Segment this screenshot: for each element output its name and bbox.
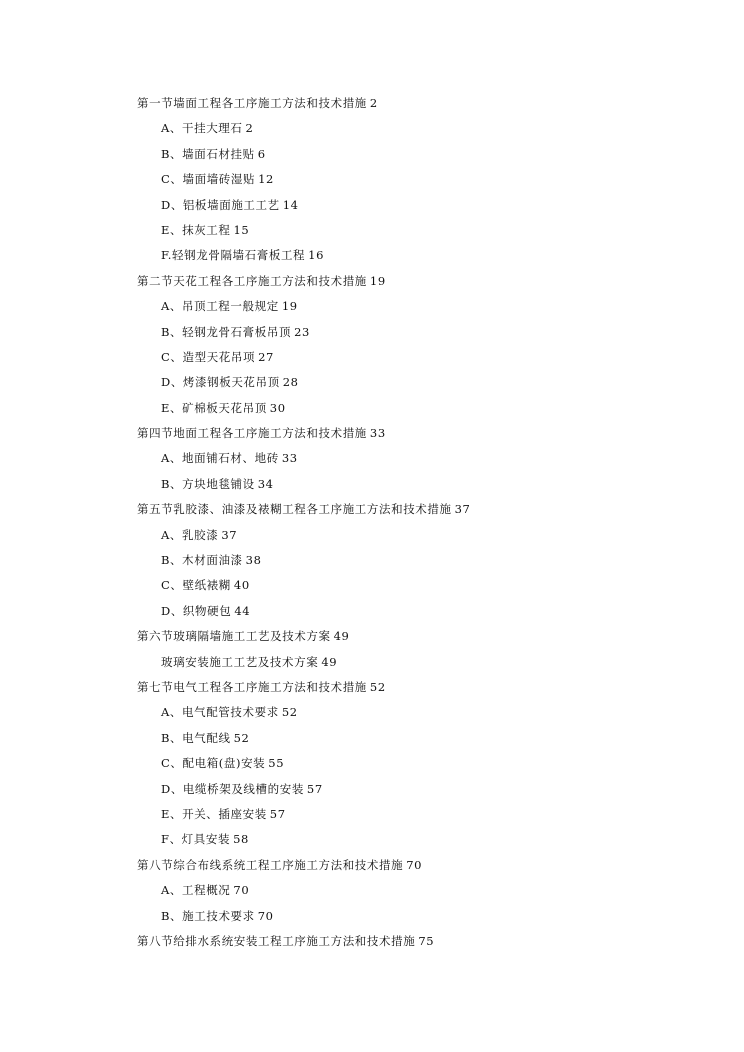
toc-entry-title: B、电气配线 xyxy=(161,730,231,745)
toc-item-entry[interactable] xyxy=(0,320,744,345)
toc-page-number: 14 xyxy=(282,197,299,212)
table-of-contents xyxy=(0,91,744,954)
toc-entry-title: E、开关、插座安装 xyxy=(161,806,267,821)
toc-page-number: 33 xyxy=(281,451,298,466)
toc-item-entry[interactable] xyxy=(0,396,744,421)
toc-page-number: 70 xyxy=(406,857,423,872)
toc-page-number: 52 xyxy=(233,730,250,745)
toc-item-entry[interactable] xyxy=(0,827,744,852)
toc-page-number: 28 xyxy=(282,375,299,390)
toc-entry-title: 第八节综合布线系统工程工序施工方法和技术措施 xyxy=(137,857,404,872)
toc-entry-title: 第六节玻璃隔墙施工工艺及技术方案 xyxy=(137,629,331,644)
toc-entry-title: A、电气配管技术要求 xyxy=(161,705,279,720)
toc-page-number: 37 xyxy=(221,527,238,542)
toc-entry-title: C、配电箱(盘)安装 xyxy=(161,756,266,771)
toc-entry-title: C、造型天花吊项 xyxy=(161,349,256,364)
toc-entry-title: A、吊顶工程一般规定 xyxy=(161,299,279,314)
toc-item-entry[interactable] xyxy=(0,726,744,751)
toc-item-entry[interactable] xyxy=(0,548,744,573)
toc-entry-title: F、灯具安装 xyxy=(161,832,231,847)
toc-entry-title: D、铝板墙面施工工艺 xyxy=(161,197,280,212)
toc-page-number: 57 xyxy=(306,781,323,796)
toc-page-number: 12 xyxy=(258,172,274,187)
toc-entry-title: D、织物硬包 xyxy=(161,603,232,618)
toc-entry-title: D、电缆桥架及线槽的安装 xyxy=(161,781,304,796)
toc-section-entry[interactable] xyxy=(0,91,744,116)
toc-item-entry[interactable] xyxy=(0,523,744,548)
toc-page-number: 75 xyxy=(418,933,435,948)
toc-entry-title: 第五节乳胶漆、油漆及裱糊工程各工序施工方法和技术措施 xyxy=(137,502,452,517)
toc-section-entry[interactable] xyxy=(0,929,744,954)
toc-section-entry[interactable] xyxy=(0,497,744,522)
toc-entry-title: A、地面铺石材、地砖 xyxy=(161,451,279,466)
toc-entry-title: D、烤漆钢板天花吊顶 xyxy=(161,375,280,390)
toc-entry-title: C、壁纸裱糊 xyxy=(161,578,231,593)
toc-page-number: 55 xyxy=(268,756,285,771)
toc-entry-title: A、乳胶漆 xyxy=(161,527,219,542)
toc-entry-title: 玻璃安装施工工艺及技术方案 xyxy=(161,654,319,669)
toc-item-entry[interactable] xyxy=(0,700,744,725)
toc-page-number: 57 xyxy=(269,806,286,821)
toc-item-entry[interactable] xyxy=(0,142,744,167)
toc-page-number: 33 xyxy=(369,426,386,441)
toc-item-entry[interactable] xyxy=(0,599,744,624)
toc-item-entry[interactable] xyxy=(0,904,744,929)
toc-page-number: 2 xyxy=(245,121,254,136)
toc-item-entry[interactable] xyxy=(0,573,744,598)
toc-item-entry[interactable] xyxy=(0,802,744,827)
toc-page-number: 30 xyxy=(269,400,286,415)
toc-item-entry[interactable] xyxy=(0,243,744,268)
toc-entry-title: 第四节地面工程各工序施工方法和技术措施 xyxy=(137,426,367,441)
toc-page-number: 19 xyxy=(369,273,386,288)
toc-page-number: 34 xyxy=(257,476,274,491)
toc-page-number: 44 xyxy=(234,603,251,618)
toc-page-number: 52 xyxy=(369,679,386,694)
toc-entry-title: B、方块地毯铺设 xyxy=(161,476,255,491)
toc-page-number: 37 xyxy=(454,502,471,517)
toc-entry-title: A、工程概况 xyxy=(161,883,231,898)
toc-page-number: 23 xyxy=(294,324,310,339)
toc-page-number: 27 xyxy=(258,349,274,364)
toc-page-number: 19 xyxy=(281,299,298,314)
toc-item-entry[interactable] xyxy=(0,777,744,802)
toc-entry-title: B、施工技术要求 xyxy=(161,908,255,923)
toc-item-entry[interactable] xyxy=(0,345,744,370)
toc-entry-title: F.轻钢龙骨隔墙石膏板工程 xyxy=(161,248,306,263)
toc-item-entry[interactable] xyxy=(0,370,744,395)
toc-item-entry[interactable] xyxy=(0,218,744,243)
toc-page-number: 52 xyxy=(281,705,298,720)
toc-entry-title: 第八节给排水系统安装工程工序施工方法和技术措施 xyxy=(137,933,416,948)
toc-item-entry[interactable] xyxy=(0,650,744,675)
toc-page-number: 40 xyxy=(233,578,250,593)
toc-page-number: 49 xyxy=(321,654,338,669)
toc-entry-title: 第一节墙面工程各工序施工方法和技术措施 xyxy=(137,96,367,110)
toc-entry-title: B、轻钢龙骨石膏板吊顶 xyxy=(161,324,292,339)
toc-page-number: 6 xyxy=(257,146,266,161)
toc-item-entry[interactable] xyxy=(0,294,744,319)
toc-entry-title: B、墙面石材挂贴 xyxy=(161,146,255,161)
toc-item-entry[interactable] xyxy=(0,446,744,471)
toc-item-entry[interactable] xyxy=(0,472,744,497)
toc-page-number: 15 xyxy=(233,222,250,237)
toc-section-entry[interactable] xyxy=(0,853,744,878)
toc-item-entry[interactable] xyxy=(0,751,744,776)
toc-entry-title: C、墙面墙砖湿贴 xyxy=(161,172,256,187)
toc-page-number: 58 xyxy=(233,832,249,847)
toc-page-number: 38 xyxy=(245,553,262,568)
toc-page-number: 2 xyxy=(369,96,378,110)
toc-section-entry[interactable] xyxy=(0,269,744,294)
toc-item-entry[interactable] xyxy=(0,116,744,141)
toc-item-entry[interactable] xyxy=(0,167,744,192)
toc-item-entry[interactable] xyxy=(0,193,744,218)
toc-section-entry[interactable] xyxy=(0,421,744,446)
toc-page-number: 16 xyxy=(308,248,324,263)
toc-entry-title: E、抹灰工程 xyxy=(161,222,231,237)
toc-entry-title: A、干挂大理石 xyxy=(161,121,243,136)
toc-page-number: 70 xyxy=(233,883,250,898)
toc-entry-title: 第二节天花工程各工序施工方法和技术措施 xyxy=(137,273,367,288)
toc-entry-title: E、矿棉板天花吊顶 xyxy=(161,400,267,415)
toc-page-number: 49 xyxy=(333,629,350,644)
toc-section-entry[interactable] xyxy=(0,624,744,649)
toc-entry-title: 第七节电气工程各工序施工方法和技术措施 xyxy=(137,679,367,694)
toc-entry-title: B、木材面油漆 xyxy=(161,553,243,568)
toc-item-entry[interactable] xyxy=(0,878,744,903)
toc-section-entry[interactable] xyxy=(0,675,744,700)
toc-page-number: 70 xyxy=(257,908,274,923)
